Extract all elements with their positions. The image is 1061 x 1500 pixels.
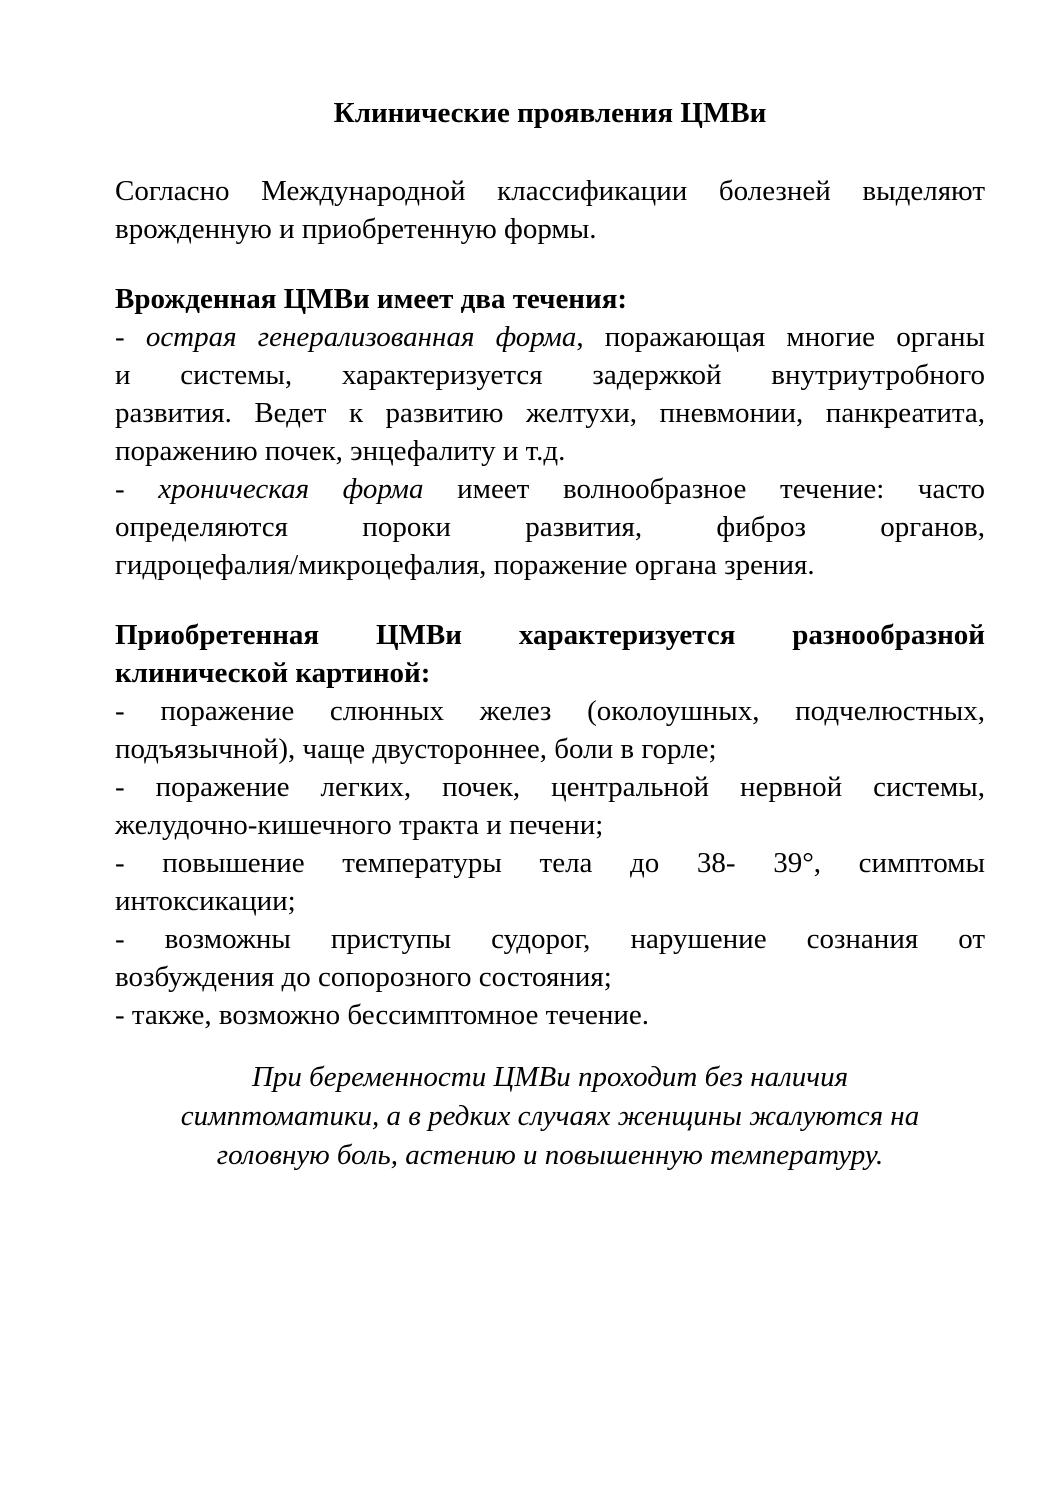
text-run: Приобретенная ЦМВи характеризуется разнообразной: [115, 619, 985, 651]
text-run: и системы, характеризуется задержкой внутриутробного: [115, 359, 985, 391]
text-line: [115, 394, 985, 432]
text-line: [115, 1058, 985, 1097]
text-run: - повышение температуры тела до 38- 39°, симптомы: [115, 847, 985, 879]
text-line: [115, 616, 985, 654]
text-line: [115, 844, 985, 882]
italic-text-run: хроническая форма: [158, 473, 424, 505]
text-line: [115, 318, 985, 356]
text-run: врожденную и приобретенную формы.: [115, 213, 597, 245]
text-line: [115, 692, 985, 730]
intro-paragraph: [115, 172, 985, 248]
text-run: поражению почек, энцефалиту и т.д.: [115, 435, 566, 467]
text-run: - поражение легких, почек, центральной нервной системы,: [115, 771, 985, 803]
congenital-acute-form-item: [115, 318, 985, 470]
text-run: При беременности ЦМВи проходит без наличия: [251, 1061, 849, 1093]
text-run: возбуждения до сопорозного состояния;: [115, 961, 612, 993]
text-run: - также, возможно бессимптомное течение.: [115, 999, 650, 1031]
acquired-section-heading: [115, 616, 985, 692]
text-line: [115, 508, 985, 546]
text-run: головную боль, астению и повышенную температуру.: [216, 1139, 884, 1171]
text-line: [115, 172, 985, 210]
text-run: -: [115, 473, 159, 505]
text-run: - поражение слюнных желез (околоушных, подчелюстных,: [115, 695, 985, 727]
text-run: симптоматики, а в редких случаях женщины жалуются на: [180, 1100, 920, 1132]
text-line: [115, 730, 985, 768]
text-run: гидроцефалия/микроцефалия, поражение органа зрения.: [115, 549, 815, 581]
text-run: Согласно Международной классификации болезней выделяют: [115, 175, 985, 207]
text-run: , поражающая многие органы: [576, 321, 985, 353]
text-line: [115, 432, 985, 470]
text-line: [115, 996, 985, 1034]
text-line: [115, 958, 985, 996]
acquired-item-asymptomatic: [115, 996, 985, 1034]
text-line: [115, 210, 985, 248]
text-run: Врожденная ЦМВи имеет два течения:: [115, 283, 628, 315]
text-line: [115, 920, 985, 958]
text-run: развития. Ведет к развитию желтухи, пневмонии, панкреатита,: [115, 397, 985, 429]
text-line: [115, 470, 985, 508]
text-run: клинической картиной:: [115, 657, 431, 689]
text-run: имеет волнообразное течение: часто: [423, 473, 985, 505]
document-title: Клинические проявления ЦМВи: [333, 97, 767, 129]
text-line: [115, 806, 985, 844]
text-line: [115, 546, 985, 584]
acquired-item-salivary: [115, 692, 985, 768]
text-run: желудочно-кишечного тракта и печени;: [115, 809, 604, 841]
text-line: [115, 768, 985, 806]
text-line: [115, 1097, 985, 1136]
acquired-item-seizures: [115, 920, 985, 996]
text-line: [115, 654, 985, 692]
pregnancy-note: [115, 1058, 985, 1175]
acquired-item-organs: [115, 768, 985, 844]
text-line: [115, 280, 985, 318]
italic-text-run: острая генерализованная форма: [145, 321, 577, 353]
congenital-chronic-form-item: [115, 470, 985, 584]
text-line: [115, 356, 985, 394]
text-run: интоксикации;: [115, 885, 296, 917]
congenital-section-heading: [115, 280, 985, 318]
text-line: [115, 1136, 985, 1175]
text-run: - возможны приступы судорог, нарушение сознания от: [115, 923, 985, 955]
acquired-item-temperature: [115, 844, 985, 920]
text-run: подъязычной), чаще двустороннее, боли в горле;: [115, 733, 717, 765]
text-run: -: [115, 321, 146, 353]
text-run: определяются пороки развития, фиброз органов,: [115, 511, 985, 543]
text-line: [115, 882, 985, 920]
